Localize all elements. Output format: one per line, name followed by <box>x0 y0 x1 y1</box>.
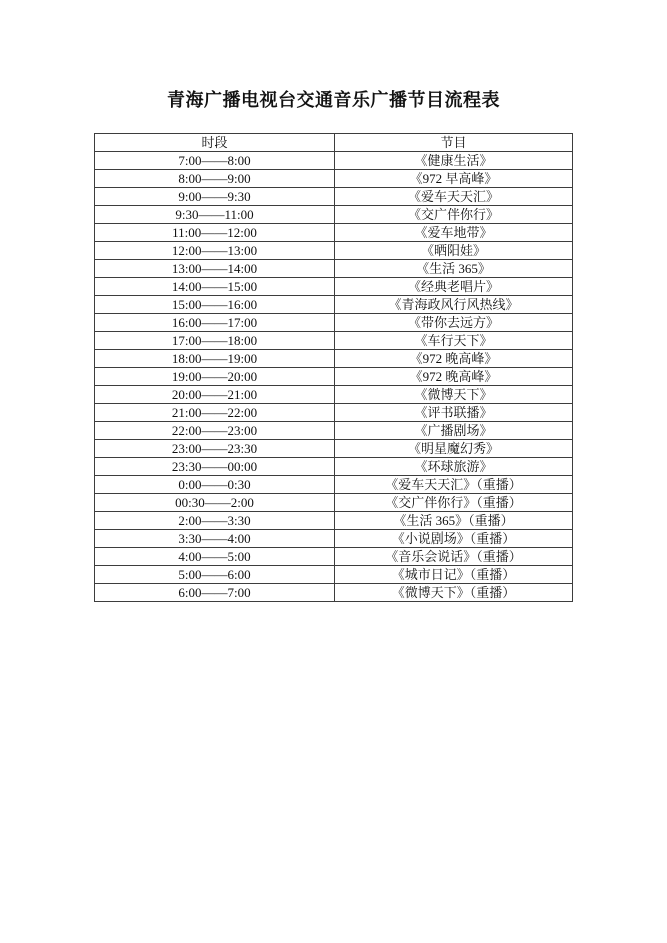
program-cell: 《带你去远方》 <box>335 314 573 332</box>
program-cell: 《明星魔幻秀》 <box>335 440 573 458</box>
program-cell: 《音乐会说话》（重播） <box>335 548 573 566</box>
time-cell: 22:00——23:00 <box>95 422 335 440</box>
program-cell: 《微博天下》 <box>335 386 573 404</box>
table-row <box>95 260 573 278</box>
table-row <box>95 368 573 386</box>
time-cell: 12:00——13:00 <box>95 242 335 260</box>
table-row <box>95 386 573 404</box>
page-title: 青海广播电视台交通音乐广播节目流程表 <box>167 90 500 110</box>
table-row <box>95 566 573 584</box>
table-row <box>95 494 573 512</box>
time-column-header: 时段 <box>95 134 335 152</box>
time-cell: 16:00——17:00 <box>95 314 335 332</box>
table-row <box>95 152 573 170</box>
table-row <box>95 224 573 242</box>
program-cell: 《评书联播》 <box>335 404 573 422</box>
program-cell: 《经典老唱片》 <box>335 278 573 296</box>
table-row <box>95 170 573 188</box>
time-cell: 17:00——18:00 <box>95 332 335 350</box>
program-cell: 《车行天下》 <box>335 332 573 350</box>
table-row <box>95 476 573 494</box>
time-cell: 20:00——21:00 <box>95 386 335 404</box>
program-cell: 《青海政风行风热线》 <box>335 296 573 314</box>
time-cell: 00:30——2:00 <box>95 494 335 512</box>
table-row <box>95 512 573 530</box>
program-cell: 《972 晚高峰》 <box>335 368 573 386</box>
time-cell: 13:00——14:00 <box>95 260 335 278</box>
time-cell: 9:30——11:00 <box>95 206 335 224</box>
table-row <box>95 188 573 206</box>
program-column-header: 节目 <box>335 134 573 152</box>
program-cell: 《环球旅游》 <box>335 458 573 476</box>
table-row <box>95 296 573 314</box>
time-cell: 19:00——20:00 <box>95 368 335 386</box>
program-cell: 《广播剧场》 <box>335 422 573 440</box>
program-cell: 《爱车地带》 <box>335 224 573 242</box>
table-row <box>95 422 573 440</box>
program-cell: 《972 早高峰》 <box>335 170 573 188</box>
program-cell: 《972 晚高峰》 <box>335 350 573 368</box>
time-cell: 0:00——0:30 <box>95 476 335 494</box>
table-row <box>95 332 573 350</box>
program-cell: 《微博天下》（重播） <box>335 584 573 602</box>
time-cell: 11:00——12:00 <box>95 224 335 242</box>
program-cell: 《交广伴你行》 <box>335 206 573 224</box>
time-cell: 4:00——5:00 <box>95 548 335 566</box>
time-cell: 15:00——16:00 <box>95 296 335 314</box>
table-header-row <box>95 134 573 152</box>
table-row <box>95 206 573 224</box>
table-row <box>95 314 573 332</box>
table-row <box>95 242 573 260</box>
program-cell: 《晒阳娃》 <box>335 242 573 260</box>
program-cell: 《生活 365》（重播） <box>335 512 573 530</box>
table-row <box>95 584 573 602</box>
table-row <box>95 548 573 566</box>
table-row <box>95 440 573 458</box>
time-cell: 23:30——00:00 <box>95 458 335 476</box>
time-cell: 14:00——15:00 <box>95 278 335 296</box>
time-cell: 23:00——23:30 <box>95 440 335 458</box>
time-cell: 9:00——9:30 <box>95 188 335 206</box>
time-cell: 6:00——7:00 <box>95 584 335 602</box>
program-cell: 《小说剧场》（重播） <box>335 530 573 548</box>
time-cell: 7:00——8:00 <box>95 152 335 170</box>
program-cell: 《城市日记》（重播） <box>335 566 573 584</box>
time-cell: 8:00——9:00 <box>95 170 335 188</box>
program-cell: 《健康生活》 <box>335 152 573 170</box>
table-row <box>95 458 573 476</box>
table-row <box>95 350 573 368</box>
program-cell: 《生活 365》 <box>335 260 573 278</box>
time-cell: 21:00——22:00 <box>95 404 335 422</box>
program-cell: 《爱车天天汇》（重播） <box>335 476 573 494</box>
time-cell: 18:00——19:00 <box>95 350 335 368</box>
time-cell: 5:00——6:00 <box>95 566 335 584</box>
time-cell: 2:00——3:30 <box>95 512 335 530</box>
table-row <box>95 530 573 548</box>
table-row <box>95 278 573 296</box>
program-cell: 《交广伴你行》（重播） <box>335 494 573 512</box>
program-schedule-table <box>94 133 573 602</box>
table-row <box>95 404 573 422</box>
program-cell: 《爱车天天汇》 <box>335 188 573 206</box>
time-cell: 3:30——4:00 <box>95 530 335 548</box>
